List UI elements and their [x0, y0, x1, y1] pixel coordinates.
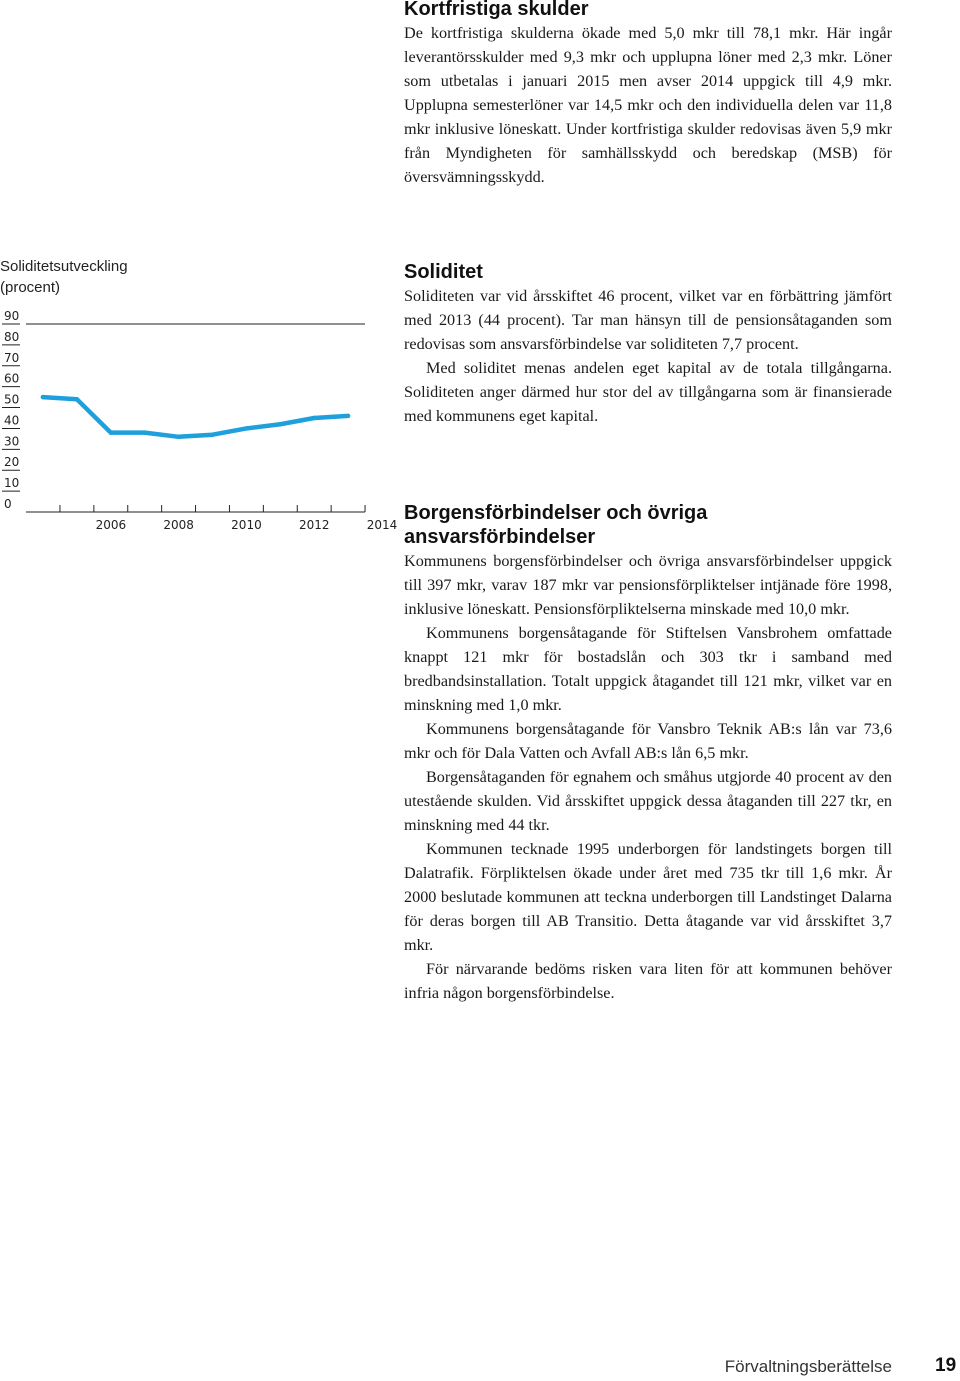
paragraph: Soliditeten var vid årsskiftet 46 procent, vilket var en förbättring jämfört med 2013 (44 procent). Tar man hänsyn till de pensionsåtaganden som redovisas som ansvarsförbindelse var soliditeten 7,7 procent.: [404, 287, 892, 353]
y-tick-label: 80: [4, 329, 20, 344]
series-line: [43, 397, 348, 437]
x-tick-label: 2006: [95, 518, 127, 532]
y-tick-label: 40: [4, 413, 20, 428]
data-point: [142, 430, 146, 434]
page-footer: [0, 1357, 960, 1381]
x-tick-label: 2010: [231, 518, 262, 532]
chart-svg: [0, 256, 398, 546]
footer-section-label: Förvaltningsberättelse: [724, 1357, 892, 1376]
y-tick-label: 30: [4, 434, 20, 449]
y-tick-label: 60: [4, 371, 20, 386]
section-borgensforbindelser: [404, 501, 892, 1005]
paragraph: Borgensåtaganden för egnahem och småhus utgjorde 40 procent av den utestående skulden. Vid årsskiftet uppgick dessa åtaganden till 227 tkr, en minskning med 44 tkr.: [404, 768, 892, 834]
chart-subtitle: (procent): [0, 279, 61, 296]
data-point: [278, 422, 282, 426]
data-point: [109, 430, 113, 434]
paragraph: För närvarande bedöms risken vara liten för att kommunen behöver infria någon borgensförbindelse.: [404, 960, 892, 1002]
data-point: [41, 395, 45, 399]
data-point: [346, 414, 350, 418]
y-tick-label: 50: [4, 392, 20, 407]
section-soliditet: [404, 260, 892, 428]
x-tick-label: 2014: [366, 518, 398, 532]
data-point: [210, 433, 214, 437]
section-heading: Kortfristiga skulder: [404, 0, 589, 20]
y-tick-label: 90: [4, 309, 20, 323]
y-tick-label: 20: [4, 455, 20, 470]
paragraph: Kommunens borgensåtagande för Stiftelsen Vansbrohem omfattade knappt 121 mkr för bostadslån och 303 tkr i samband med bredbandsinstallation. Totalt uppgick åtagandet till 121 mkr, vilket var en minskning med 1,0 mkr.: [404, 624, 892, 714]
section-heading: Soliditet: [404, 261, 483, 283]
paragraph: Med soliditet menas andelen eget kapital av de totala tillgångarna. Soliditeten anger därmed hur stor del av tillgångarna som är finansierade med kommunens eget kapital.: [404, 359, 892, 425]
y-tick-label: 10: [4, 476, 20, 491]
paragraph: Kommunens borgensåtagande för Vansbro Teknik AB:s lån var 73,6 mkr och för Dala Vatten och Avfall AB:s lån 6,5 mkr.: [404, 720, 892, 762]
data-point: [244, 426, 248, 430]
section-heading: Borgensförbindelser och övriga ansvarsförbindelser: [404, 502, 708, 548]
y-tick-label: 0: [4, 497, 12, 511]
x-tick-label: 2012: [298, 518, 330, 532]
data-point: [176, 435, 180, 439]
paragraph: De kortfristiga skulderna ökade med 5,0 mkr till 78,1 mkr. Här ingår leverantörsskulder med 9,3 mkr och upplupna löner med 2,3 mkr. Löner som utbetalas i januari 2015 men avser 2014 uppgick till 4,9 mkr. Upplupna semesterlöner var 14,5 mkr och den individuella delen var 11,8 mkr inklusive löneskatt. Under kortfristiga skulder redovisas även 5,9 mkr från Myndigheten för samhällsskydd och beredskap (MSB) för översvämningsskydd.: [404, 24, 892, 186]
paragraph: Kommunens borgensförbindelser och övriga ansvarsförbindelser uppgick till 397 mkr, varav 187 mkr var pensionsförpliktelser intjänade före 1998, inklusive löneskatt. Pensionsförpliktelserna minskade med 10,0 mkr.: [404, 552, 892, 618]
paragraph: Kommunen tecknade 1995 underborgen för landstingets borgen till Dalatrafik. Förpliktelsen ökade under året med 735 tkr till 1,6 mkr. År 2000 beslutade kommunen att teckna underborgen till Landstinget Dalarna för deras borgen till AB Transitio. Detta åtagande var vid årsskiftet 3,7 mkr.: [404, 840, 892, 954]
section-kortfristiga-skulder: [404, 0, 892, 189]
page-number: 19: [935, 1355, 957, 1376]
x-tick-label: 2008: [163, 518, 194, 532]
y-tick-label: 70: [4, 350, 20, 365]
soliditet-chart: [0, 256, 398, 546]
chart-title: Soliditetsutveckling: [0, 258, 128, 275]
data-point: [75, 397, 79, 401]
data-point: [312, 416, 316, 420]
